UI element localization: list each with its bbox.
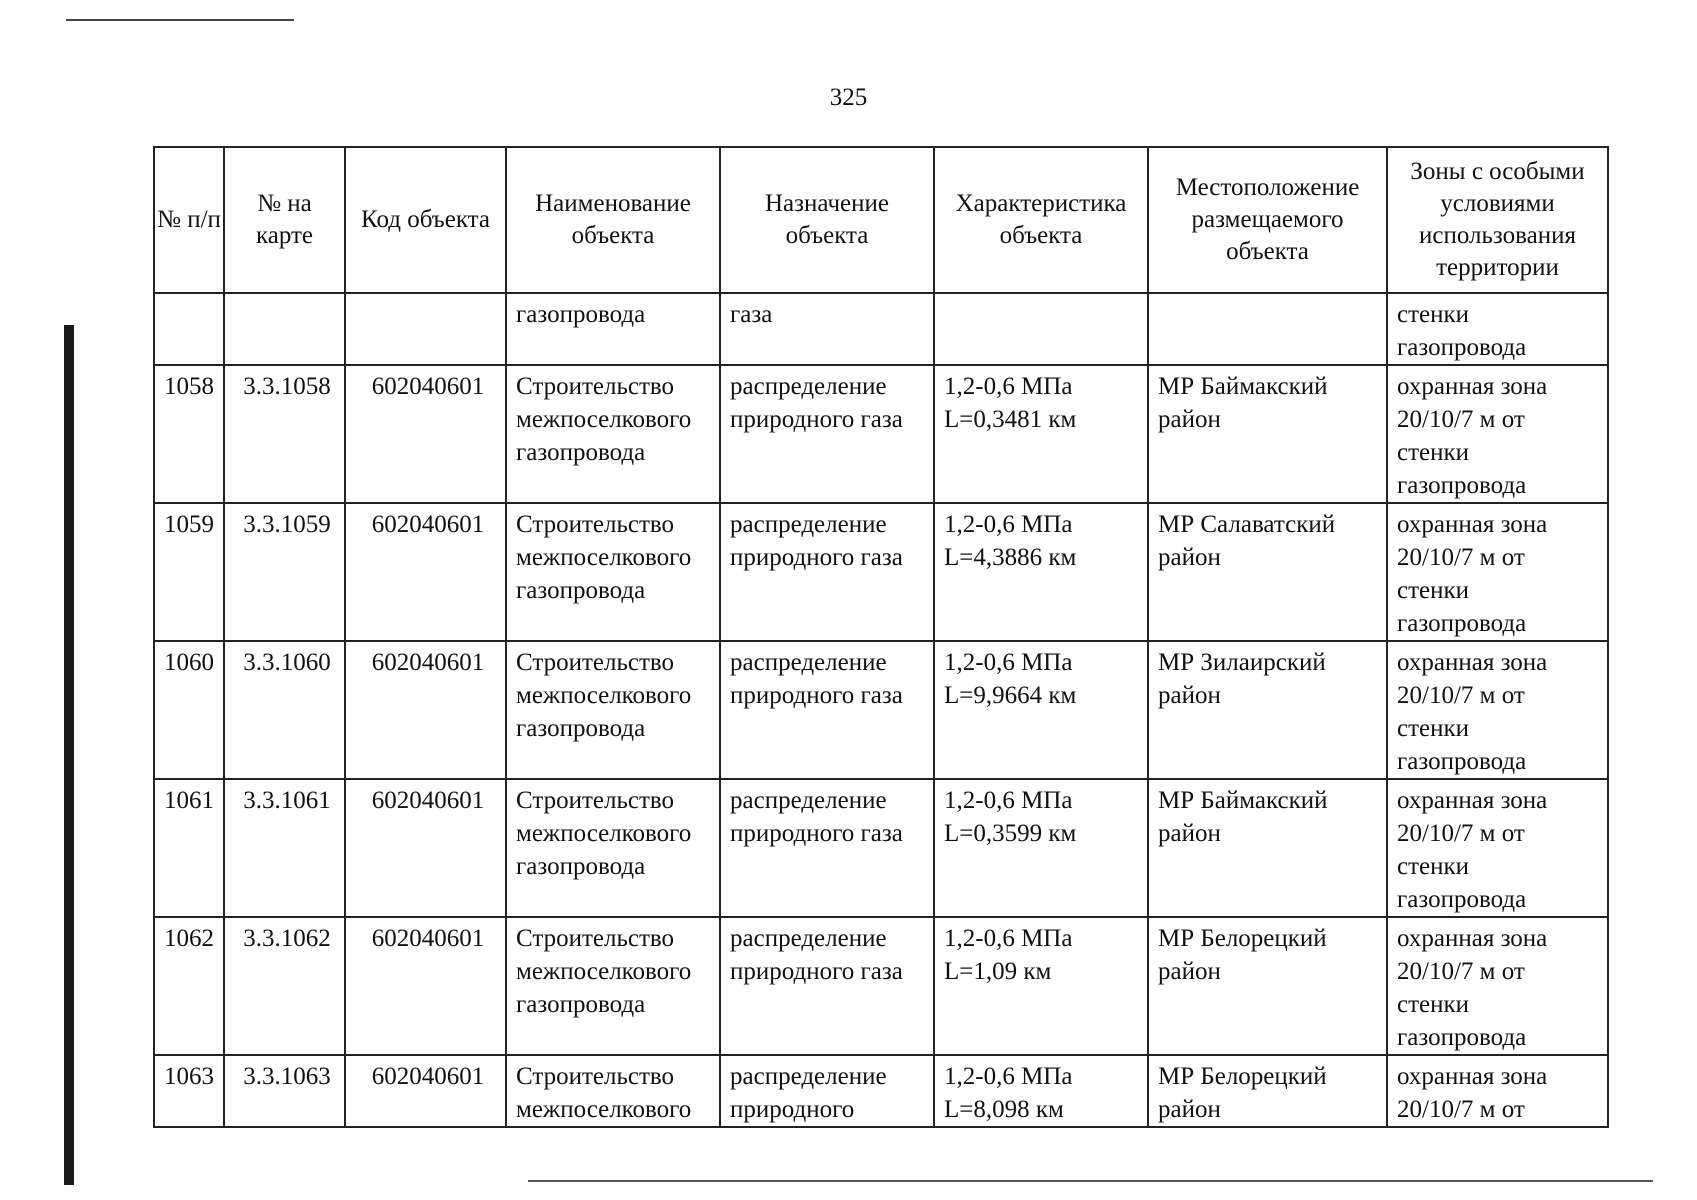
top-rule xyxy=(66,19,294,21)
cell-char: 1,2-0,6 МПа L=0,3599 км xyxy=(934,779,1148,917)
cell-purpose: распределение природного газа xyxy=(720,779,934,917)
cell-num: 1061 xyxy=(154,779,224,917)
page-number: 325 xyxy=(829,84,868,111)
table-row xyxy=(154,365,1608,503)
table-row xyxy=(154,917,1608,1055)
cell-num xyxy=(154,293,224,365)
header-location: Местоположение размещаемого объекта xyxy=(1148,147,1387,293)
cell-zone: охранная зона 20/10/7 м от стенки газопровода xyxy=(1387,917,1608,1055)
objects-table xyxy=(153,146,1609,1128)
cell-purpose: газа xyxy=(720,293,934,365)
cell-num: 1060 xyxy=(154,641,224,779)
cell-map xyxy=(224,293,345,365)
cell-name: Строительство межпоселкового газопровода xyxy=(506,365,720,503)
cell-map: 3.3.1060 xyxy=(224,641,345,779)
cell-map: 3.3.1061 xyxy=(224,779,345,917)
cell-map: 3.3.1063 xyxy=(224,1055,345,1127)
cell-zone: стенки газопровода xyxy=(1387,293,1608,365)
cell-location xyxy=(1148,293,1387,365)
cell-name: Строительство межпоселкового газопровода xyxy=(506,503,720,641)
table-row xyxy=(154,641,1608,779)
cell-char xyxy=(934,293,1148,365)
cell-name: Строительство межпоселкового газопровода xyxy=(506,917,720,1055)
cell-code: 602040601 xyxy=(345,1055,506,1127)
cell-char: 1,2-0,6 МПа L=9,9664 км xyxy=(934,641,1148,779)
header-code: Код объекта xyxy=(345,147,506,293)
cell-zone: охранная зона 20/10/7 м от стенки газопровода xyxy=(1387,365,1608,503)
cell-code: 602040601 xyxy=(345,503,506,641)
cell-char: 1,2-0,6 МПа L=0,3481 км xyxy=(934,365,1148,503)
table-header-row xyxy=(154,147,1608,293)
header-name: Наименование объекта xyxy=(506,147,720,293)
cell-purpose: распределение природного газа xyxy=(720,917,934,1055)
header-map-num: № на карте xyxy=(224,147,345,293)
cell-purpose: распределение природного газа xyxy=(720,365,934,503)
cell-map: 3.3.1058 xyxy=(224,365,345,503)
cell-name: Строительство межпоселкового газопровода xyxy=(506,779,720,917)
cell-purpose: распределение природного газа xyxy=(720,641,934,779)
header-num: № п/п xyxy=(154,147,224,293)
cell-location: МР Белорецкий район xyxy=(1148,1055,1387,1127)
cell-name: газопровода xyxy=(506,293,720,365)
cell-num: 1058 xyxy=(154,365,224,503)
bottom-rule xyxy=(528,1180,1653,1182)
header-zones: Зоны с особыми условиями использования территории xyxy=(1387,147,1608,293)
cell-map: 3.3.1059 xyxy=(224,503,345,641)
cell-purpose: распределение природного xyxy=(720,1055,934,1127)
table-row-continuation xyxy=(154,293,1608,365)
cell-code: 602040601 xyxy=(345,365,506,503)
table-row xyxy=(154,503,1608,641)
cell-purpose: распределение природного газа xyxy=(720,503,934,641)
cell-location: МР Зилаирский район xyxy=(1148,641,1387,779)
cell-location: МР Баймакский район xyxy=(1148,365,1387,503)
cell-code: 602040601 xyxy=(345,641,506,779)
cell-location: МР Белорецкий район xyxy=(1148,917,1387,1055)
cell-num: 1063 xyxy=(154,1055,224,1127)
cell-char: 1,2-0,6 МПа L=8,098 км xyxy=(934,1055,1148,1127)
cell-code: 602040601 xyxy=(345,779,506,917)
cell-map: 3.3.1062 xyxy=(224,917,345,1055)
cell-location: МР Салаватский район xyxy=(1148,503,1387,641)
cell-char: 1,2-0,6 МПа L=1,09 км xyxy=(934,917,1148,1055)
cell-zone: охранная зона 20/10/7 м от стенки газопровода xyxy=(1387,641,1608,779)
cell-name: Строительство межпоселкового газопровода xyxy=(506,641,720,779)
header-purpose: Назначение объекта xyxy=(720,147,934,293)
cell-num: 1059 xyxy=(154,503,224,641)
cell-code xyxy=(345,293,506,365)
cell-zone: охранная зона 20/10/7 м от xyxy=(1387,1055,1608,1127)
cell-char: 1,2-0,6 МПа L=4,3886 км xyxy=(934,503,1148,641)
cell-code: 602040601 xyxy=(345,917,506,1055)
cell-zone: охранная зона 20/10/7 м от стенки газопровода xyxy=(1387,779,1608,917)
header-characteristic: Характеристика объекта xyxy=(934,147,1148,293)
cell-name: Строительство межпоселкового xyxy=(506,1055,720,1127)
table-row-last xyxy=(154,1055,1608,1127)
cell-zone: охранная зона 20/10/7 м от стенки газопровода xyxy=(1387,503,1608,641)
scan-edge-bar xyxy=(64,325,74,1185)
cell-num: 1062 xyxy=(154,917,224,1055)
cell-location: МР Баймакский район xyxy=(1148,779,1387,917)
table-row xyxy=(154,779,1608,917)
